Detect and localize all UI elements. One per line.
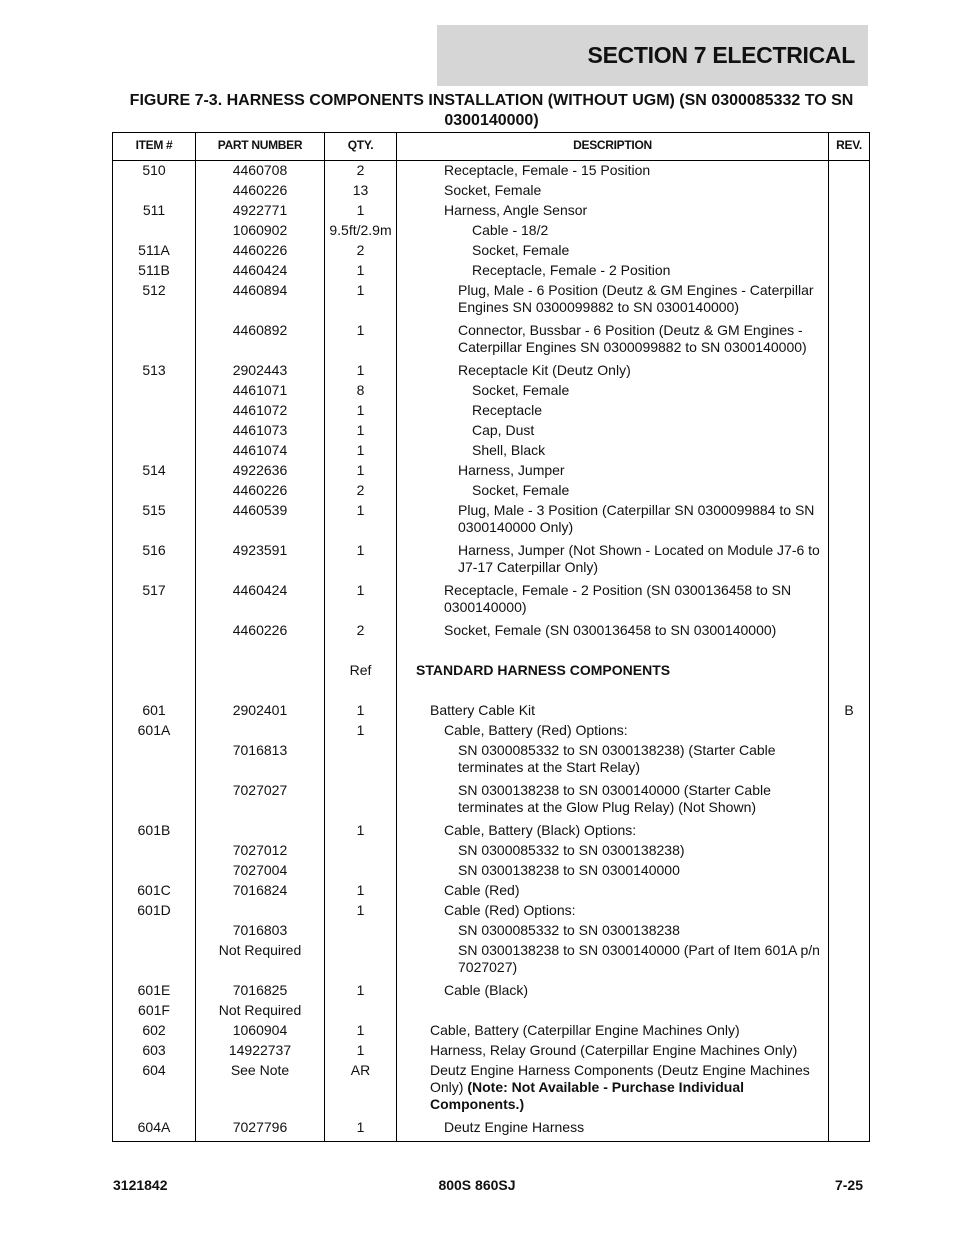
part-number: 4922771 [232, 202, 288, 218]
quantity: 1 [356, 902, 365, 918]
parts-table [112, 132, 870, 1142]
table-row [113, 942, 869, 982]
table-row [113, 542, 869, 582]
part-number: 14922737 [228, 1042, 292, 1058]
item-number: 510 [142, 162, 166, 178]
part-number: 7027012 [232, 842, 288, 858]
description-text: Plug, Male - 6 Position (Deutz & GM Engines - Caterpillar Engines SN 0300099882 to SN 0300140000) [458, 282, 814, 315]
description-text: Receptacle, Female - 2 Position (SN 0300136458 to SN 0300140000) [444, 582, 792, 615]
description [444, 982, 828, 999]
description-text: Harness, Relay Ground (Caterpillar Engine Machines Only) [430, 1042, 798, 1058]
description [458, 922, 828, 939]
description [444, 622, 828, 639]
item-number: 514 [142, 462, 166, 478]
description [472, 262, 828, 279]
description-text: Socket, Female [444, 182, 542, 198]
quantity: 1 [356, 822, 365, 838]
quantity: 1 [356, 882, 365, 898]
item-number: 601C [137, 882, 171, 898]
table-row [113, 242, 869, 262]
item-number: 603 [142, 1042, 166, 1058]
description-text: SN 0300085332 to SN 0300138238) (Starter Cable terminates at the Start Relay) [458, 742, 776, 775]
part-number: 1060902 [232, 222, 288, 238]
description [458, 842, 828, 859]
part-number: 4461072 [232, 402, 288, 418]
quantity: Ref [349, 662, 372, 678]
table-row [113, 462, 869, 482]
part-number: 4460226 [232, 622, 288, 638]
item-number: 511 [142, 202, 166, 218]
description [458, 282, 828, 316]
description-text: Receptacle, Female - 2 Position [472, 262, 671, 278]
table-row [113, 382, 869, 402]
table-row [113, 882, 869, 902]
item-number: 601F [138, 1002, 170, 1018]
part-number: 4460424 [232, 262, 288, 278]
description [444, 822, 828, 839]
part-number: 7027004 [232, 862, 288, 878]
description [472, 222, 828, 239]
description-text: Harness, Jumper [458, 462, 565, 478]
description [458, 782, 828, 816]
description-text: SN 0300138238 to SN 0300140000 [458, 862, 680, 878]
item-number: 601E [137, 982, 171, 998]
quantity: 2 [356, 622, 365, 638]
quantity: 1 [356, 1119, 365, 1135]
quantity: 9.5ft/2.9m [329, 222, 392, 238]
description-text: Cap, Dust [472, 422, 535, 438]
part-number: 1060904 [232, 1022, 288, 1038]
quantity: 1 [356, 702, 365, 718]
part-number: 7016825 [232, 982, 288, 998]
description [458, 362, 828, 379]
part-number: 4923591 [232, 542, 288, 558]
table-row [113, 782, 869, 822]
footer-model: 800S 860SJ [438, 1177, 516, 1193]
table-row [113, 622, 869, 642]
description-text: Plug, Male - 3 Position (Caterpillar SN 0300099884 to SN 0300140000 Only) [458, 502, 815, 535]
column-header-qty: QTY. [347, 138, 374, 152]
quantity: 2 [356, 162, 365, 178]
quantity: 1 [356, 422, 365, 438]
description-text: Receptacle Kit (Deutz Only) [458, 362, 631, 378]
footer-page-number: 7-25 [834, 1177, 863, 1193]
quantity: 1 [356, 462, 365, 478]
description-text: Cable - 18/2 [472, 222, 549, 238]
table-row [113, 362, 869, 382]
item-number: 511A [138, 242, 170, 258]
description-text: Cable, Battery (Black) Options: [444, 822, 637, 838]
description [444, 722, 828, 739]
part-number: 7016813 [232, 742, 288, 758]
description-text: SN 0300138238 to SN 0300140000 (Starter Cable terminates at the Glow Plug Relay) (Not Shown) [458, 782, 771, 815]
quantity: 2 [356, 242, 365, 258]
item-number: 604A [137, 1119, 171, 1135]
item-number: 517 [142, 582, 166, 598]
description-text: Receptacle [472, 402, 543, 418]
table-row [113, 902, 869, 922]
quantity: 1 [356, 582, 365, 598]
item-number: 513 [142, 362, 166, 378]
quantity: 1 [356, 1022, 365, 1038]
table-row [113, 262, 869, 282]
table-row [113, 822, 869, 842]
table-row [113, 482, 869, 502]
part-number: 7027027 [232, 782, 288, 798]
description [458, 942, 828, 976]
table-body [113, 160, 869, 1139]
column-header-description: DESCRIPTION [573, 138, 652, 152]
description [472, 402, 828, 419]
description-text: Socket, Female [472, 242, 570, 258]
item-number: 511B [138, 262, 170, 278]
item-number: 604 [142, 1062, 166, 1078]
quantity: 1 [356, 202, 365, 218]
item-number: 602 [142, 1022, 166, 1038]
item-number: 515 [142, 502, 166, 518]
description-text: Socket, Female (SN 0300136458 to SN 0300140000) [444, 622, 777, 638]
table-row [113, 702, 869, 722]
description [444, 1119, 828, 1136]
description [444, 202, 828, 219]
description-text: Connector, Bussbar - 6 Position (Deutz & GM Engines - Caterpillar Engines SN 0300099882 to SN 0300140000) [458, 322, 807, 355]
part-number: 4461073 [232, 422, 288, 438]
description-text: Cable (Black) [444, 982, 529, 998]
part-number: 4460708 [232, 162, 288, 178]
footer-document-number: 3121842 [113, 1177, 168, 1193]
quantity: 1 [356, 1042, 365, 1058]
description [458, 322, 828, 356]
quantity: 1 [356, 722, 365, 738]
table-row [113, 1022, 869, 1042]
figure-title: FIGURE 7-3. HARNESS COMPONENTS INSTALLATION (WITHOUT UGM) (SN 0300085332 TO SN 0300140000) [129, 92, 854, 129]
part-number: 4922636 [232, 462, 288, 478]
part-number: 4460539 [232, 502, 288, 518]
table-row [113, 682, 869, 702]
table-header-row [113, 133, 869, 161]
table-row [113, 222, 869, 242]
column-header-part-number: PART NUMBER [217, 138, 303, 152]
description-text: Harness, Angle Sensor [444, 202, 588, 218]
description [472, 442, 828, 459]
quantity: 1 [356, 442, 365, 458]
item-number: 601 [142, 702, 166, 718]
part-number: 7016803 [232, 922, 288, 938]
quantity: 1 [356, 362, 365, 378]
part-number: 4460424 [232, 582, 288, 598]
item-number: 512 [142, 282, 166, 298]
table-row [113, 662, 869, 682]
table-row [113, 862, 869, 882]
description [444, 882, 828, 899]
section-banner [437, 25, 868, 86]
quantity: 1 [356, 262, 365, 278]
table-row [113, 582, 869, 622]
description [444, 162, 828, 179]
description [472, 242, 828, 259]
item-number: 516 [142, 542, 166, 558]
description-text: Receptacle, Female - 15 Position [444, 162, 651, 178]
part-number: 4461074 [232, 442, 288, 458]
part-number: 4460894 [232, 282, 288, 298]
description-text: Cable, Battery (Caterpillar Engine Machines Only) [430, 1022, 740, 1038]
table-row [113, 182, 869, 202]
description [458, 742, 828, 776]
description-text: SN 0300085332 to SN 0300138238 [458, 922, 680, 938]
quantity: 1 [356, 982, 365, 998]
description [458, 502, 828, 536]
part-number: 7016824 [232, 882, 288, 898]
table-row [113, 162, 869, 182]
description [472, 482, 828, 499]
table-row [113, 282, 869, 322]
description-text: Socket, Female [472, 482, 570, 498]
table-row [113, 502, 869, 542]
description-text: Deutz Engine Harness Components (Deutz Engine Machines Only) [430, 1062, 810, 1095]
part-number: Not Required [218, 1002, 302, 1018]
table-row [113, 1002, 869, 1022]
section-title: SECTION 7 ELECTRICAL [587, 42, 855, 68]
part-number: 4460226 [232, 482, 288, 498]
table-row [113, 1042, 869, 1062]
description [458, 462, 828, 479]
table-row [113, 402, 869, 422]
part-number: 7027796 [232, 1119, 288, 1135]
description-text: Cable (Red) [444, 882, 520, 898]
table-row [113, 922, 869, 942]
description [458, 862, 828, 879]
part-number: Not Required [218, 942, 302, 958]
description [444, 582, 828, 616]
description [430, 702, 826, 719]
description-text: Shell, Black [472, 442, 546, 458]
quantity: 1 [356, 502, 365, 518]
quantity: 1 [356, 542, 365, 558]
description [458, 542, 828, 576]
part-number: 2902401 [232, 702, 288, 718]
description-text: Socket, Female [472, 382, 570, 398]
quantity: 1 [356, 282, 365, 298]
part-number: 4460226 [232, 182, 288, 198]
description [472, 422, 828, 439]
column-header-rev: REV. [836, 138, 862, 152]
quantity: 13 [352, 182, 369, 198]
description-text: SN 0300085332 to SN 0300138238) [458, 842, 685, 858]
description [444, 902, 828, 919]
table-row [113, 1062, 869, 1119]
quantity: AR [350, 1062, 371, 1078]
part-number: See Note [230, 1062, 290, 1078]
description [444, 182, 828, 199]
table-row [113, 722, 869, 742]
table-row [113, 842, 869, 862]
description-text: Cable, Battery (Red) Options: [444, 722, 628, 738]
part-number: 4460226 [232, 242, 288, 258]
description-text: SN 0300138238 to SN 0300140000 (Part of Item 601A p/n 7027027) [458, 942, 820, 975]
description [430, 1022, 826, 1039]
table-row [113, 322, 869, 362]
revision: B [844, 702, 854, 718]
description-note: (Note: Not Available - Purchase Individual Components.) [430, 1079, 745, 1112]
description-text: Battery Cable Kit [430, 702, 536, 718]
column-header-item: ITEM # [135, 138, 173, 152]
description-text: Cable (Red) Options: [444, 902, 576, 918]
part-number: 4461071 [232, 382, 288, 398]
table-row [113, 1119, 869, 1139]
part-number: 4460892 [232, 322, 288, 338]
description [416, 662, 826, 679]
description-text: Harness, Jumper (Not Shown - Located on Module J7-6 to J7-17 Caterpillar Only) [458, 542, 820, 575]
table-row [113, 202, 869, 222]
table-row [113, 642, 869, 662]
description [472, 382, 828, 399]
table-row [113, 742, 869, 782]
description-text: Deutz Engine Harness [444, 1119, 585, 1135]
quantity: 8 [356, 382, 365, 398]
quantity: 1 [356, 402, 365, 418]
quantity: 2 [356, 482, 365, 498]
description-text: STANDARD HARNESS COMPONENTS [416, 662, 671, 678]
item-number: 601D [137, 902, 171, 918]
item-number: 601A [137, 722, 171, 738]
quantity: 1 [356, 322, 365, 338]
item-number: 601B [137, 822, 171, 838]
table-row [113, 422, 869, 442]
table-row [113, 442, 869, 462]
description [430, 1042, 826, 1059]
description [430, 1062, 826, 1113]
table-row [113, 982, 869, 1002]
part-number: 2902443 [232, 362, 288, 378]
